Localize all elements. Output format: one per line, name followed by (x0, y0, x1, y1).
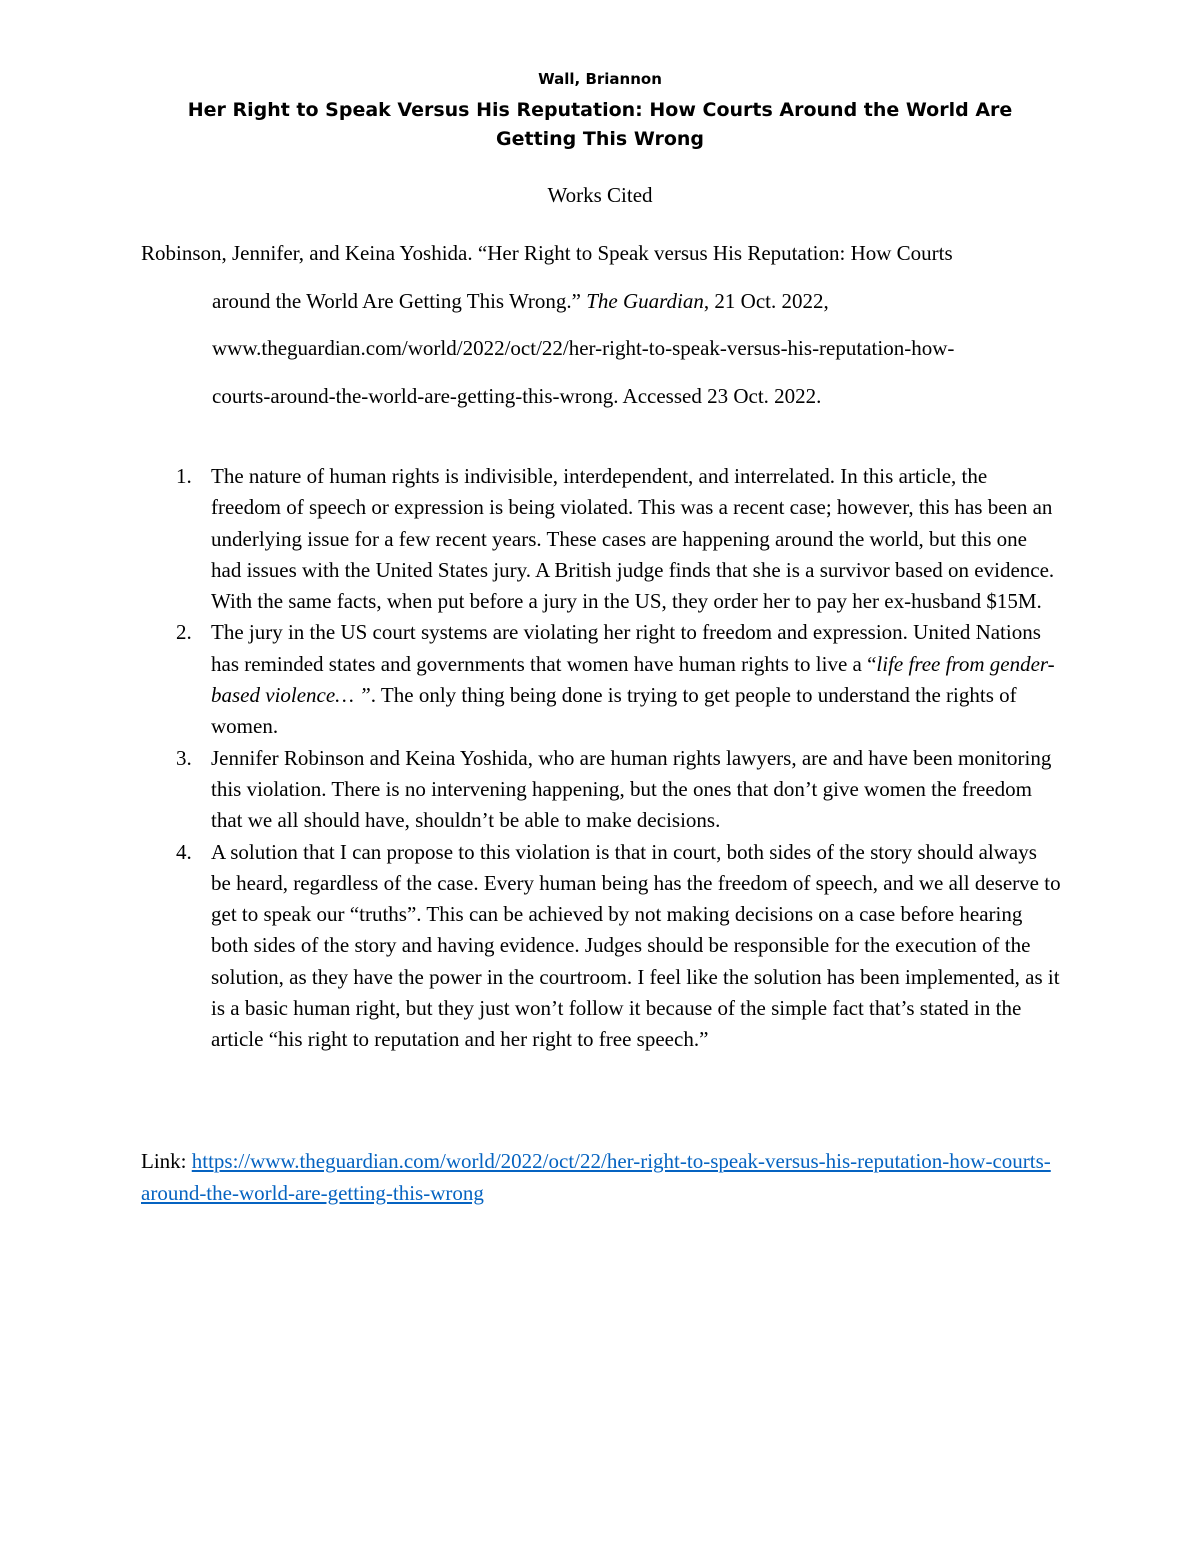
list-item-number: 4. (176, 839, 192, 864)
citation-entry (141, 230, 1061, 420)
link-paragraph (141, 1145, 1061, 1209)
list-item-text: A solution that I can propose to this violation is that in court, both sides of the story should always be heard, regardless of the case. Every human being has the freedom of speech, and we all deserve to get to speak our “truths”. This can be achieved by not making decisions on a case before hearing both sides of the story and having evidence. Judges should be responsible for the execution of the solution, as they have the power in the courtroom. I feel like the solution has been implemented, as it is a basic human right, but they just won’t follow it because of the simple fact that’s stated in the article “his right to reputation and her right to free speech.” (211, 839, 1061, 1052)
citation-line-3: www.theguardian.com/world/2022/oct/22/her-right-to-speak-versus-his-reputation-how- (212, 336, 955, 360)
works-cited-heading: Works Cited (547, 183, 653, 207)
article-link[interactable]: https://www.theguardian.com/world/2022/oct/22/her-right-to-speak-versus-his-reputation-how-courts-around-the-world-are-getting-this-wrong (141, 1149, 1051, 1205)
list-item-number: 1. (176, 464, 192, 488)
link-label: Link: (141, 1149, 192, 1173)
list-item (0, 743, 1061, 837)
citation-date: , 21 Oct. 2022, (703, 288, 829, 313)
list-item-text-part: . The only thing being done is trying to get people to understand the rights of women. (211, 683, 1017, 739)
citation-line-2 (141, 278, 1061, 326)
citation-article-title: around the World Are Getting This Wrong.” (212, 288, 581, 313)
list-item-text (211, 617, 1061, 742)
citation-line-4: courts-around-the-world-are-getting-this-wrong. Accessed 23 Oct. 2022. (212, 383, 822, 408)
citation-publication: The Guardian (586, 288, 704, 313)
list-item (0, 461, 1061, 617)
list-item-text-part: The jury in the US court systems are violating her right to freedom and expression. United Nations has reminded states and governments that women have human rights to live a “ (211, 620, 1041, 676)
numbered-list (0, 461, 1200, 1056)
list-item-number: 2. (176, 620, 192, 645)
list-item-number: 3. (176, 745, 192, 770)
list-item (0, 617, 1061, 742)
citation-line-1: Robinson, Jennifer, and Keina Yoshida. “Her Right to Speak versus His Reputation: How Courts (141, 241, 953, 265)
document-title: Her Right to Speak Versus His Reputation: How Courts Around the World Are Getting This Wrong (187, 99, 1013, 150)
author-name: Wall, Briannon (538, 70, 662, 88)
quoted-phrase: life free from gender-based violence… ” (211, 651, 1055, 708)
list-item-text: Jennifer Robinson and Keina Yoshida, who are human rights lawyers, are and have been monitoring this violation. There is no intervening happening, but the ones that don’t give women the freedom that we all should have, shouldn’t be able to make decisions. (211, 745, 1052, 833)
list-item-text: The nature of human rights is indivisible, interdependent, and interrelated. In this article, the freedom of speech or expression is being violated. This was a recent case; however, this has been an underlying issue for a few recent years. These cases are happening around the world, but this one had issues with the United States jury. A British judge finds that she is a survivor based on evidence. With the same facts, when put before a jury in the US, they order her to pay her ex-husband $15M. (211, 464, 1055, 614)
list-item (0, 837, 1061, 1056)
